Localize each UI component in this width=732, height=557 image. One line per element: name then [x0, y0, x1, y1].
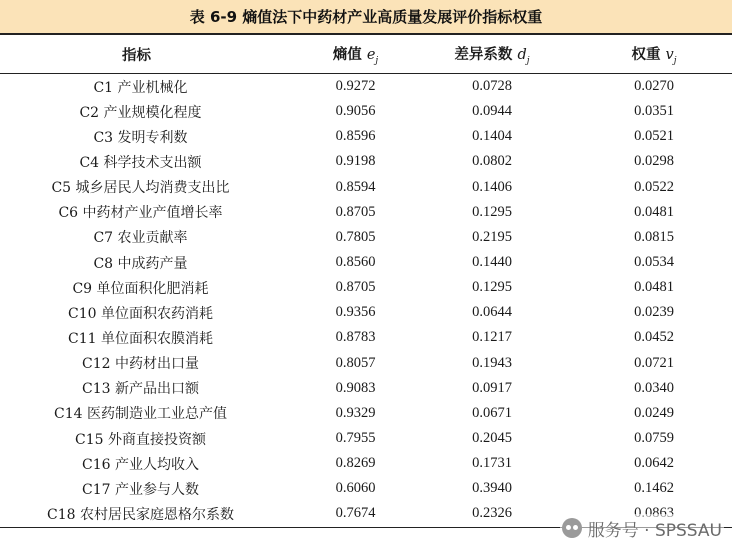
table-row	[0, 175, 732, 200]
header-weight: 权重 $v_j$	[576, 34, 732, 74]
cell-difference: 0.2326	[408, 501, 576, 527]
cell-weight: 0.0522	[634, 178, 674, 195]
cell-indicator: C6 中药材产业产值增长率	[58, 205, 223, 222]
cell-weight: 0.0481	[634, 279, 674, 296]
cell-weight: 0.0298	[634, 153, 674, 170]
cell-weight: 0.0239	[634, 304, 674, 321]
cell-difference: 0.1217	[472, 329, 512, 346]
cell-indicator: C14 医药制造业工业总产值	[54, 406, 227, 423]
cell-entropy: 0.8269	[335, 455, 376, 472]
cell-difference: 0.0644	[472, 304, 512, 321]
cell-indicator: C16 产业人均收入	[82, 456, 199, 473]
cell-indicator: C7 农业贡献率	[93, 230, 188, 247]
cell-difference: 0.0944	[472, 103, 512, 120]
cell-entropy: 0.8596	[335, 128, 376, 145]
cell-entropy: 0.8705	[335, 203, 376, 220]
cell-indicator: C11 单位面积农膜消耗	[68, 330, 213, 347]
table-row	[0, 99, 732, 124]
cell-entropy: 0.7674	[303, 501, 408, 527]
cell-weight: 0.0815	[634, 228, 674, 245]
cell-weight: 0.0270	[634, 78, 674, 95]
cell-difference: 0.0671	[472, 404, 512, 421]
cell-weight: 0.0521	[634, 128, 674, 145]
table-row	[0, 200, 732, 225]
watermark	[560, 514, 724, 542]
cell-weight: 0.0759	[634, 430, 674, 447]
table-row	[0, 225, 732, 250]
cell-entropy: 0.9272	[335, 78, 376, 95]
table-row	[0, 476, 732, 501]
weights-table	[0, 33, 732, 528]
table-row	[0, 124, 732, 149]
cell-indicator: C4 科学技术支出额	[79, 154, 202, 171]
cell-entropy: 0.8560	[335, 254, 376, 271]
cell-difference: 0.1295	[472, 279, 512, 296]
cell-entropy: 0.9329	[335, 404, 376, 421]
cell-difference: 0.1295	[472, 203, 512, 220]
cell-entropy: 0.7805	[335, 228, 376, 245]
cell-weight: 0.0351	[634, 103, 674, 120]
cell-indicator: C13 新产品出口额	[82, 381, 199, 398]
cell-difference: 0.2195	[472, 228, 512, 245]
cell-weight: 0.0721	[634, 354, 674, 371]
cell-weight: 0.0340	[634, 379, 674, 396]
table-row	[0, 325, 732, 350]
cell-difference: 0.3940	[472, 480, 512, 497]
cell-difference: 0.1406	[472, 178, 512, 195]
cell-difference: 0.1943	[472, 354, 512, 371]
table-title: 表 6-9 熵值法下中药材产业高质量发展评价指标权重	[0, 0, 732, 33]
cell-indicator: C8 中成药产量	[93, 255, 188, 272]
table-row	[0, 74, 732, 100]
cell-indicator: C5 城乡居民人均消费支出比	[51, 180, 230, 197]
cell-indicator: C15 外商直接投资额	[75, 431, 206, 448]
cell-entropy: 0.7955	[335, 430, 376, 447]
cell-weight: 0.0249	[634, 404, 674, 421]
cell-difference: 0.0802	[472, 153, 512, 170]
cell-difference: 0.2045	[472, 430, 512, 447]
cell-weight: 0.0534	[634, 254, 674, 271]
cell-weight: 0.1462	[634, 480, 674, 497]
cell-indicator: C12 中药材出口量	[82, 356, 199, 373]
cell-indicator: C1 产业机械化	[93, 79, 188, 96]
cell-indicator: C10 单位面积农药消耗	[68, 305, 213, 322]
cell-entropy: 0.9198	[335, 153, 376, 170]
cell-indicator: C17 产业参与人数	[82, 481, 199, 498]
cell-indicator: C9 单位面积化肥消耗	[72, 280, 209, 297]
wechat-icon	[562, 518, 582, 538]
cell-entropy: 0.9356	[335, 304, 376, 321]
header-difference: 差异系数 $d_j$	[408, 34, 576, 74]
cell-difference: 0.0728	[472, 78, 512, 95]
table-row	[0, 376, 732, 401]
table-header-row	[0, 34, 732, 74]
table-row	[0, 250, 732, 275]
cell-difference: 0.1404	[472, 128, 512, 145]
cell-indicator: C18 农村居民家庭恩格尔系数	[0, 501, 303, 527]
cell-weight: 0.0642	[634, 455, 674, 472]
cell-difference: 0.1731	[472, 455, 512, 472]
table-row	[0, 149, 732, 174]
cell-indicator: C2 产业规模化程度	[79, 104, 202, 121]
table-row	[0, 300, 732, 325]
cell-weight: 0.0452	[634, 329, 674, 346]
header-entropy: 熵值 $e_j$	[303, 34, 408, 74]
table-row	[0, 426, 732, 451]
header-indicator: 指标	[0, 34, 303, 74]
table-row	[0, 275, 732, 300]
table-body	[0, 74, 732, 528]
cell-weight: 0.0481	[634, 203, 674, 220]
cell-indicator: C3 发明专利数	[93, 129, 188, 146]
cell-entropy: 0.9083	[335, 379, 376, 396]
cell-difference: 0.1440	[472, 254, 512, 271]
cell-entropy: 0.8705	[335, 279, 376, 296]
table-row	[0, 351, 732, 376]
cell-entropy: 0.8057	[335, 354, 376, 371]
watermark-text: 服务号 · SPSSAU	[587, 520, 722, 541]
cell-entropy: 0.9056	[335, 103, 376, 120]
table-row	[0, 401, 732, 426]
cell-entropy: 0.6060	[335, 480, 376, 497]
cell-difference: 0.0917	[472, 379, 512, 396]
table-row	[0, 451, 732, 476]
cell-entropy: 0.8594	[335, 178, 376, 195]
cell-entropy: 0.8783	[335, 329, 376, 346]
